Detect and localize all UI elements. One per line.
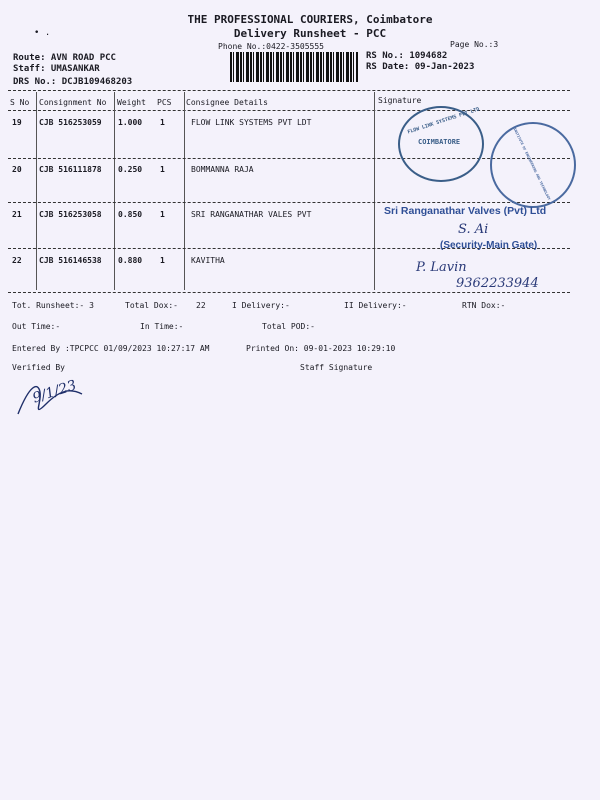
signature-2: P. Lavin <box>416 260 467 275</box>
printed-on: Printed On: 09-01-2023 10:29:10 <box>246 344 396 353</box>
verify-signature: 9/1/23 <box>30 377 79 407</box>
signature-1: S. Ai <box>458 222 489 237</box>
row-21-pcs: 1 <box>160 210 165 219</box>
staff-signature: Staff Signature <box>300 363 373 372</box>
rule-top <box>8 90 570 91</box>
row-22-weight: 0.880 <box>118 256 143 265</box>
rtn-dox: RTN Dox:- <box>462 301 506 310</box>
row-19-sno: 19 <box>12 118 22 127</box>
phone-handwritten: 9362233944 <box>456 276 539 291</box>
row-19-cno: CJB 516253059 <box>39 118 102 127</box>
row-19-pcs: 1 <box>160 118 165 127</box>
institute-stamp-text: INSTITUTE OF ENGINEERING AND TECHNOLOGY <box>512 127 552 201</box>
verified-by: Verified By <box>12 363 65 372</box>
row-20-weight: 0.250 <box>118 165 143 174</box>
security-stamp: (Security-Main Gate) <box>440 240 538 251</box>
flowlink-stamp-ring-text: FLOW LINK SYSTEMS PVT LTD <box>406 106 481 136</box>
ranganathar-stamp: Sri Ranganathar Valves (Pvt) Ltd <box>384 205 547 217</box>
col-sno: S No <box>10 98 30 107</box>
staff: Staff: UMASANKAR <box>13 64 100 74</box>
flowlink-stamp-inner: COIMBATORE <box>418 138 461 146</box>
page-number: Page No.:3 <box>450 40 499 49</box>
col-divider <box>36 92 37 290</box>
row-22-sno: 22 <box>12 256 22 265</box>
barcode <box>230 52 358 82</box>
total-dox: Total Dox:- <box>125 301 178 310</box>
company-title: THE PROFESSIONAL COURIERS, Coimbatore <box>187 13 433 26</box>
row-19-weight: 1.000 <box>118 118 143 127</box>
col-divider <box>114 92 115 290</box>
col-weight: Weight <box>117 98 146 107</box>
rs-number: RS No.: 1094682 <box>366 51 448 61</box>
entered-by: Entered By :TPCPCC 01/09/2023 10:27:17 AM <box>12 344 210 353</box>
row-22-pcs: 1 <box>160 256 165 265</box>
row-21-cno: CJB 516253058 <box>39 210 102 219</box>
col-signature: Signature <box>378 96 422 105</box>
row-21-sno: 21 <box>12 210 22 219</box>
col-divider <box>184 92 185 290</box>
rs-date: RS Date: 09-Jan-2023 <box>366 62 475 72</box>
in-time: In Time:- <box>140 322 184 331</box>
flowlink-stamp <box>398 106 484 182</box>
row-20-cno: CJB 516111878 <box>39 165 102 174</box>
col-consignee: Consignee Details <box>186 98 268 107</box>
out-time: Out Time:- <box>12 322 61 331</box>
institute-stamp <box>490 122 576 208</box>
runsheet-title: Delivery Runsheet - PCC <box>233 27 387 40</box>
i-delivery: I Delivery:- <box>232 301 290 310</box>
row-separator <box>8 158 570 159</box>
verify-signature-scribble <box>10 374 90 422</box>
col-consignment: Consignment No <box>39 98 107 107</box>
row-20-sno: 20 <box>12 165 22 174</box>
row-19-consignee: FLOW LINK SYSTEMS PVT LDT <box>191 118 312 127</box>
row-22-cno: CJB 516146538 <box>39 256 102 265</box>
row-20-pcs: 1 <box>160 165 165 174</box>
row-20-consignee: BOMMANNA RAJA <box>191 165 254 174</box>
col-divider <box>374 92 375 290</box>
row-21-consignee: SRI RANGANATHAR VALES PVT <box>191 210 312 219</box>
row-22-consignee: KAVITHA <box>191 256 225 265</box>
tot-runsheet: Tot. Runsheet:- 3 <box>12 301 94 310</box>
total-dox-value: 22 <box>196 301 206 310</box>
row-21-weight: 0.850 <box>118 210 143 219</box>
col-pcs: PCS <box>157 98 172 107</box>
row-separator <box>8 292 570 293</box>
ii-delivery: II Delivery:- <box>344 301 407 310</box>
corner-mark: • . <box>34 28 51 38</box>
row-separator <box>8 202 570 203</box>
route: Route: AVN ROAD PCC <box>13 53 116 63</box>
rule-head <box>8 110 570 111</box>
total-pod: Total POD:- <box>262 322 315 331</box>
drs-number: DRS No.: DCJB109468203 <box>13 77 133 87</box>
phone-number: Phone No.:0422-3505555 <box>218 42 324 51</box>
